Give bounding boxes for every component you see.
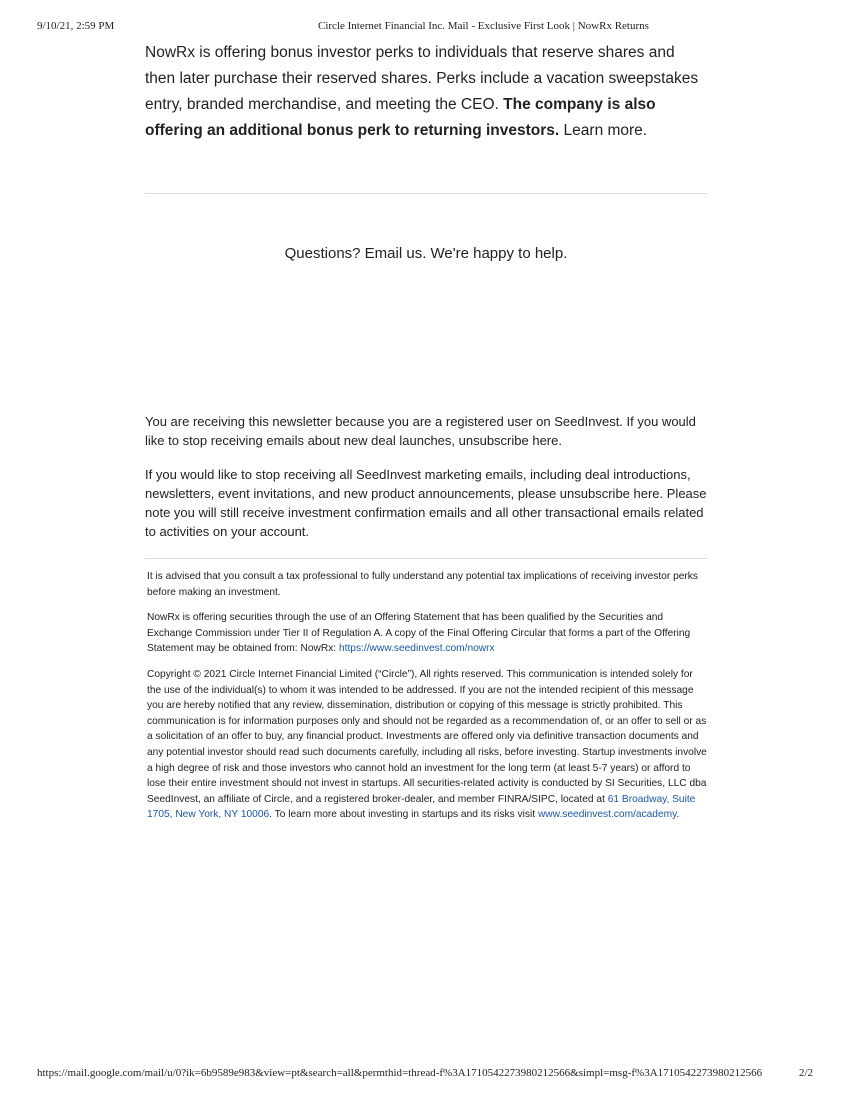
perks-bold-text: The company is also offering an additional bonus perk to returning investors. xyxy=(145,96,656,139)
print-date: 9/10/21, 2:59 PM xyxy=(37,20,115,32)
print-header xyxy=(0,20,850,36)
copyright-end-text: . xyxy=(676,809,680,821)
perks-paragraph xyxy=(145,40,707,144)
page-number: 2/2 xyxy=(799,1067,814,1079)
address-link[interactable]: 61 Broadway, Suite 1705, New York, NY 10006 xyxy=(147,793,696,821)
newsletter-paragraph-1: You are receiving this newsletter because you are a registered user on SeedInvest. If you would like to stop receiving emails about new deal launches, unsubscribe here. xyxy=(145,414,696,448)
copyright-mid-text: . To learn more about investing in startups and its risks visit xyxy=(269,809,538,821)
academy-link[interactable]: www.seedinvest.com/academy xyxy=(537,809,677,821)
legal-paragraph-offering xyxy=(145,610,707,657)
legal-disclaimer xyxy=(145,569,707,833)
perks-text: NowRx is offering bonus investor perks to individuals that reserve shares and then later purchase their reserved shares. Perks include a vacation sweepstakes entry, branded merchandise, and meeting the CEO. xyxy=(145,44,699,113)
copyright-text: Copyright © 2021 Circle Internet Financial Limited (“Circle”), All rights reserved. This communication is intended solely for the use of the individual(s) to whom it was intended to be addressed. If you are not the intended recipient of this message you are hereby notified that any review, dissemination, distribution or copying of this message is strictly prohibited. This communication is for information purposes only and should not be regarded as a recommendation of, or an offer to sell or as a solicitation of an offer to buy, any financial product. Investments are offered only via definitive transaction documents and any potential investor should read such documents carefully, including all risks, before investing. Startup investments involve a high degree of risk and those investors who cannot hold an investment for the long term (at least 5-7 years) or afford to lose their entire investment should not invest in startups. All securities-related activity is conducted by SI Securities, LLC dba SeedInvest, an affiliate of Circle, and a registered broker-dealer, and member FINRA/SIPC, located at xyxy=(147,668,707,805)
print-title: Circle Internet Financial Inc. Mail - Exclusive First Look | NowRx Returns xyxy=(318,20,649,32)
divider xyxy=(145,193,707,194)
offering-text: NowRx is offering securities through the use of an Offering Statement that has been qualified by the Securities and Exchange Commission under Tier II of Regulation A. A copy of the Final Offering Circular that forms a part of the Offering Statement may be obtained from: NowRx: xyxy=(147,612,691,655)
nowrx-offering-link[interactable]: https://www.seedinvest.com/nowrx xyxy=(338,643,495,655)
newsletter-paragraph-2: If you would like to stop receiving all SeedInvest marketing emails, including deal introductions, newsletters, event invitations, and new product announcements, please unsubscribe here. Please note you will still receive investment confirmation emails and all other transactional emails related to activities on your account. xyxy=(145,467,707,539)
divider xyxy=(145,558,707,559)
questions-text: Questions? Email us. We're happy to help. xyxy=(284,245,568,262)
newsletter-notice xyxy=(145,412,707,556)
print-url: https://mail.google.com/mail/u/0?ik=6b9589e983&view=pt&search=all&permthid=thread-f%3A1710542273980212566&simpl=msg-f%3A1710542273980212566 xyxy=(37,1067,763,1079)
legal-paragraph-copyright xyxy=(145,667,707,823)
learn-more-link[interactable]: Learn more. xyxy=(559,122,648,139)
legal-paragraph-tax: It is advised that you consult a tax professional to fully understand any potential tax implications of receiving investor perks before making an investment. xyxy=(147,571,698,598)
